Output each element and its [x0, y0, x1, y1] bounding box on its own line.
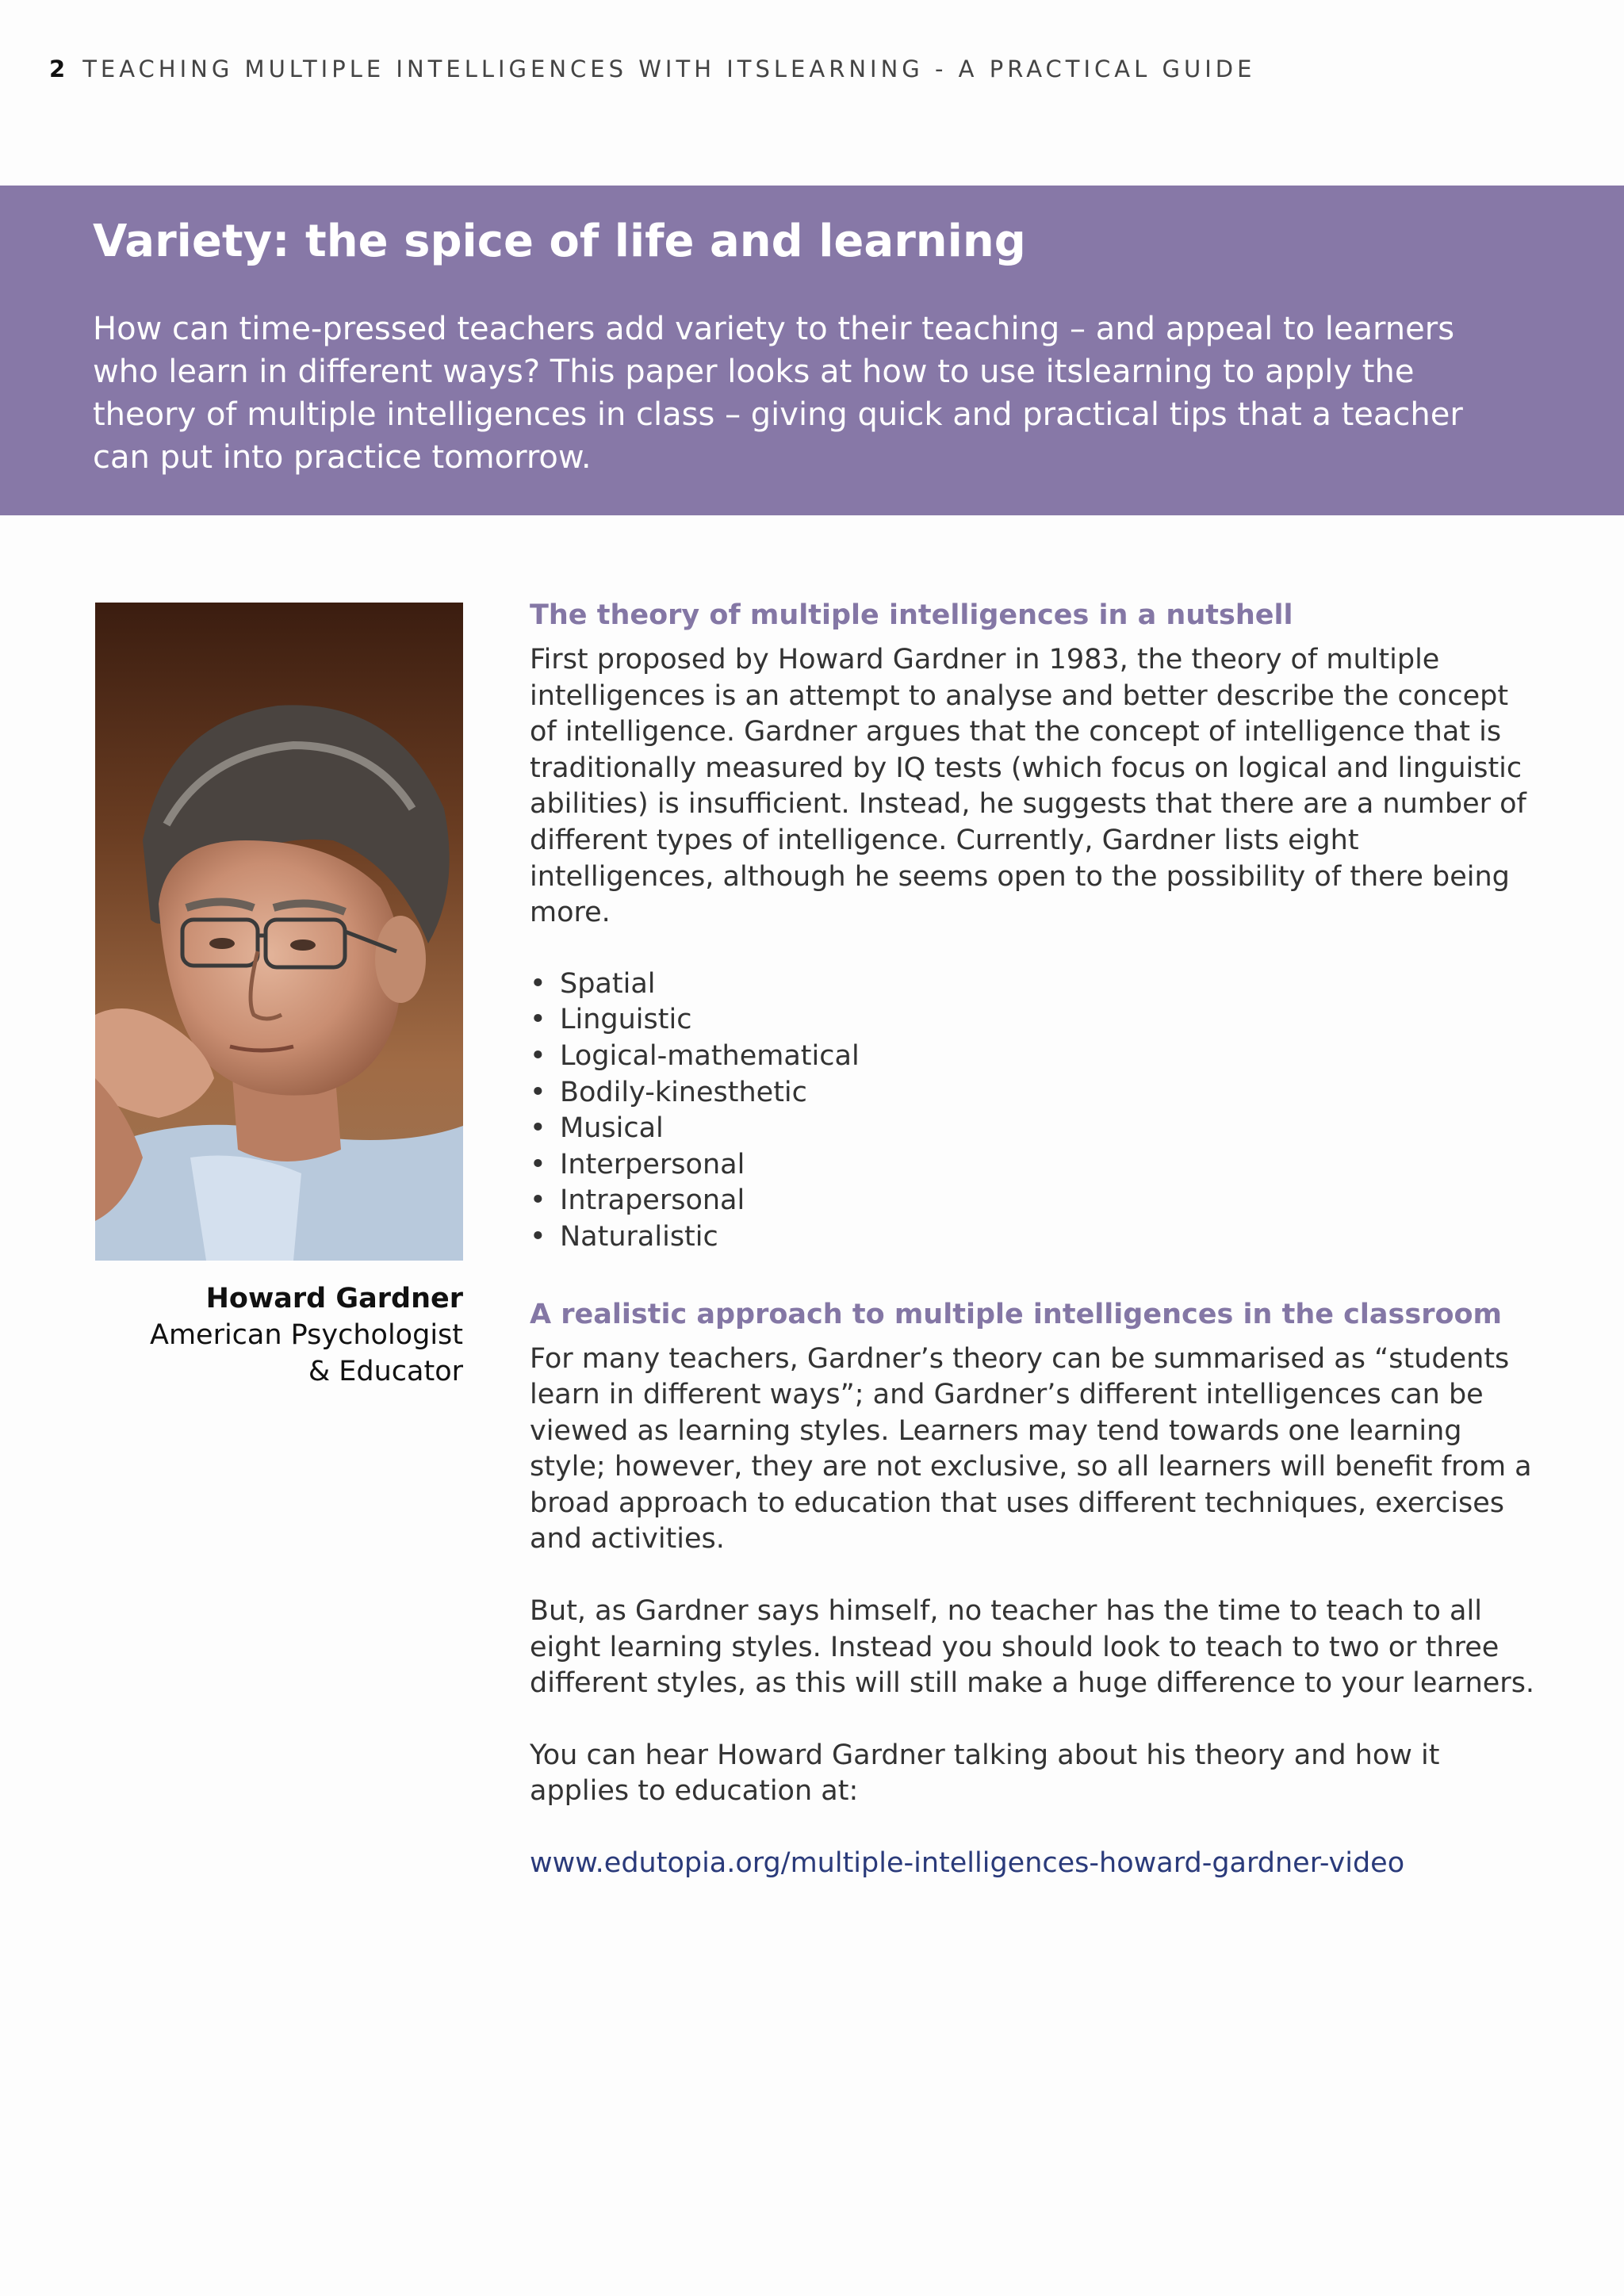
caption-role: American Psychologist: [150, 1319, 463, 1351]
portrait-photo: [95, 603, 463, 1261]
main-column: [530, 596, 1537, 1882]
list-item: • Interpersonal: [530, 1147, 1537, 1184]
list-item: • Logical-mathematical: [530, 1039, 1537, 1075]
caption-name: Howard Gardner: [205, 1283, 463, 1314]
list-item: • Linguistic: [530, 1002, 1537, 1039]
section-heading-theory: The theory of multiple intelligences in a nutshell: [530, 599, 1293, 631]
caption-role-2: & Educator: [308, 1356, 463, 1387]
section-heading-approach: A realistic approach to multiple intelligences in the classroom: [530, 1298, 1503, 1330]
banner-title: Variety: the spice of life and learning: [93, 216, 1026, 267]
running-title: TEACHING MULTIPLE INTELLIGENCES WITH ITSLEARNING - A PRACTICAL GUIDE: [82, 55, 1256, 82]
intro-banner: [0, 186, 1624, 515]
running-header: [49, 55, 1255, 82]
edutopia-link[interactable]: www.edutopia.org/multiple-intelligences-howard-gardner-video: [530, 1847, 1405, 1880]
list-item: • Intrapersonal: [530, 1183, 1537, 1219]
list-item: • Naturalistic: [530, 1219, 1537, 1256]
list-item: • Musical: [530, 1111, 1537, 1147]
theory-paragraph: First proposed by Howard Gardner in 1983, the theory of multiple intelligences is an attempt to analyse and better describe the concept of intelligence. Gardner argues that the concept of intelligence that is traditionally measured by IQ tests (which focus on logical and linguistic abilities) is insufficient. Instead, he suggests that there are a number of different types of intelligence. Currently, Gardner lists eight intelligences, although he seems open to the possibility of there being more.: [530, 644, 1526, 929]
banner-intro: How can time-pressed teachers add variety to their teaching – and appeal to learners who learn in different ways? This paper looks at how to use itslearning to apply the theory of multiple intelligences in class – giving quick and practical tips that a teacher can put into practice tomorrow.: [93, 311, 1463, 476]
intelligences-list: [530, 966, 1537, 1256]
approach-paragraph-2: But, as Gardner says himself, no teacher has the time to teach to all eight learning styles. Instead you should look to teach to two or three different styles, as this will still make a huge difference to your learners.: [530, 1595, 1535, 1700]
approach-paragraph-1: For many teachers, Gardner’s theory can be summarised as “students learn in different ways”; and Gardner’s different intelligences can be viewed as learning styles. Learners may tend towards one learning style; however, they are not exclusive, so all learners will benefit from a broad approach to education that uses different techniques, exercises and activities.: [530, 1342, 1532, 1556]
page-number: 2: [49, 55, 66, 82]
approach-paragraph-3: You can hear Howard Gardner talking about his theory and how it applies to education at:: [530, 1739, 1440, 1808]
list-item: • Spatial: [530, 966, 1537, 1003]
photo-caption: [95, 1280, 463, 1390]
list-item: • Bodily-kinesthetic: [530, 1075, 1537, 1112]
